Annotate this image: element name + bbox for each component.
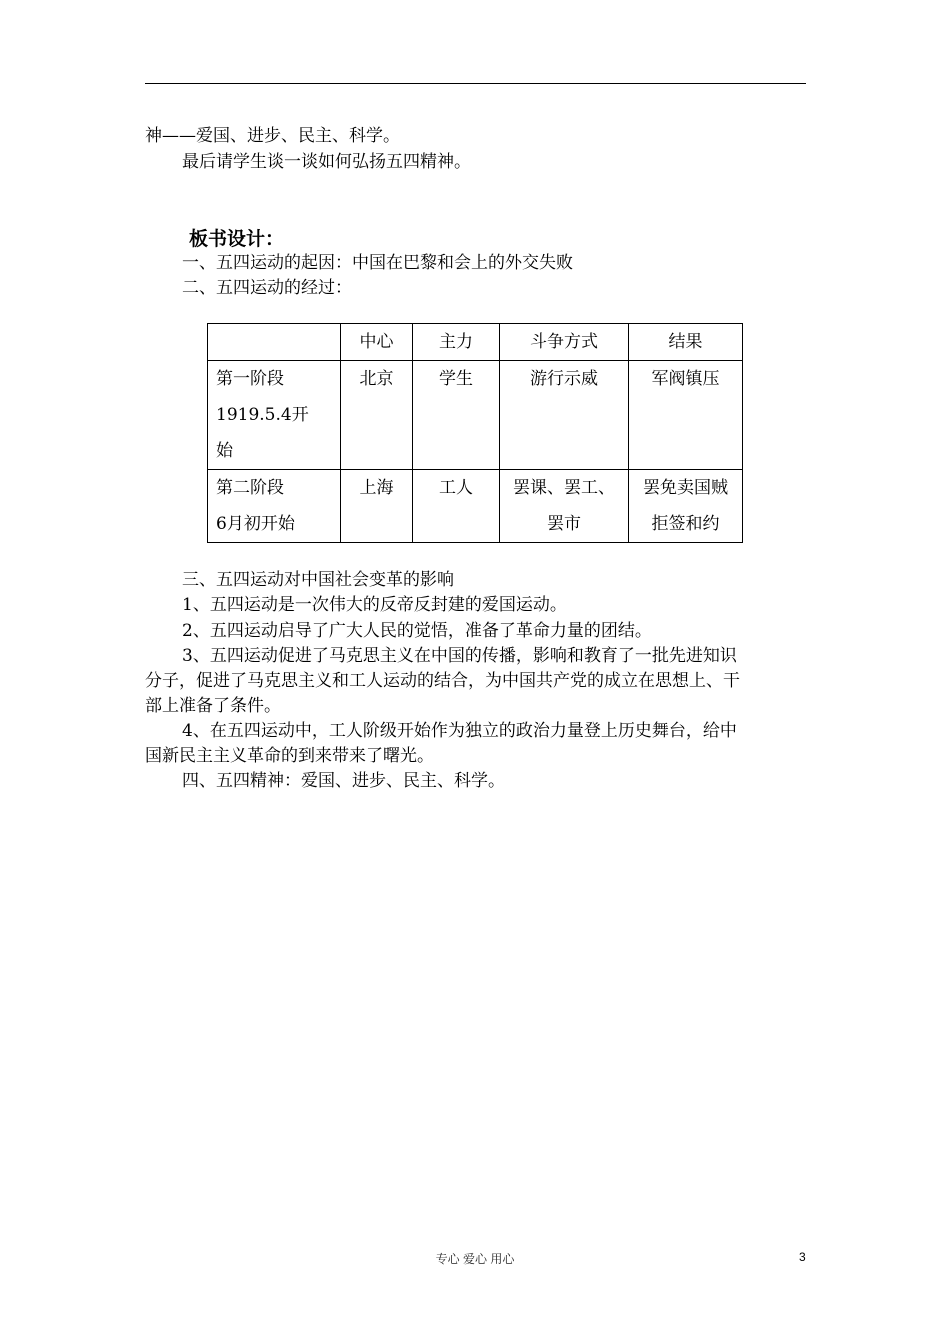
result-line: 罢免卖国贼 (643, 478, 728, 498)
influence-item-4-line-2: 国新民主主义革命的到来带来了曙光。 (145, 746, 434, 766)
force-cell: 学生 (413, 361, 500, 470)
table-header-center: 中心 (341, 324, 413, 361)
method-cell (500, 361, 629, 470)
influence-item-3-line-1: 3、五四运动促进了马克思主义在中国的传播，影响和教育了一批先进知识 (182, 646, 737, 666)
spirit-line: 四、五四精神：爱国、进步、民主、科学。 (182, 771, 505, 791)
table-header-blank (208, 324, 341, 361)
board-point-2: 二、五四运动的经过： (182, 278, 352, 298)
influence-item-3-line-2: 分子，促进了马克思主义和工人运动的结合，为中国共产党的成立在思想上、干 (145, 671, 740, 691)
result-cell (629, 361, 743, 470)
influence-item-3-line-3: 部上准备了条件。 (145, 696, 281, 716)
continuation-line-1: 神——爱国、进步、民主、科学。 (145, 126, 400, 146)
page-number: 3 (799, 1250, 806, 1264)
result-cell (629, 470, 743, 543)
table-row (208, 470, 743, 543)
influence-item-1: 1、五四运动是一次伟大的反帝反封建的爱国运动。 (182, 595, 567, 615)
header-rule (145, 83, 806, 84)
table-header-method: 斗争方式 (500, 324, 629, 361)
method-line: 罢课、罢工、 (513, 478, 615, 498)
center-cell: 上海 (341, 470, 413, 543)
process-table (207, 323, 743, 543)
influence-item-4-line-1: 4、在五四运动中，工人阶级开始作为独立的政治力量登上历史舞台，给中 (182, 721, 737, 741)
force-cell: 工人 (413, 470, 500, 543)
influence-item-2: 2、五四运动启导了广大人民的觉悟，准备了革命力量的团结。 (182, 621, 652, 641)
table-header-row (208, 324, 743, 361)
stage-line: 6月初开始 (216, 514, 295, 534)
board-design-title: 板书设计： (189, 228, 285, 250)
table-header-result: 结果 (629, 324, 743, 361)
stage-cell (208, 361, 341, 470)
stage-line: 第二阶段 (216, 478, 284, 498)
table-row (208, 361, 743, 470)
influence-title: 三、五四运动对中国社会变革的影响 (182, 570, 454, 590)
board-point-1: 一、五四运动的起因：中国在巴黎和会上的外交失败 (182, 253, 573, 273)
method-cell (500, 470, 629, 543)
result-line: 军阀镇压 (651, 369, 720, 389)
footer-motto: 专心 爱心 用心 (435, 1252, 515, 1266)
continuation-line-2: 最后请学生谈一谈如何弘扬五四精神。 (182, 152, 471, 172)
table-header-force: 主力 (413, 324, 500, 361)
method-line: 罢市 (547, 514, 581, 534)
stage-cell (208, 470, 341, 543)
method-line: 游行示威 (530, 369, 598, 389)
center-cell: 北京 (341, 361, 413, 470)
stage-line: 第一阶段 (216, 369, 284, 389)
stage-line: 1919.5.4开 (216, 405, 309, 425)
stage-line: 始 (216, 441, 233, 461)
result-line: 拒签和约 (651, 514, 720, 534)
